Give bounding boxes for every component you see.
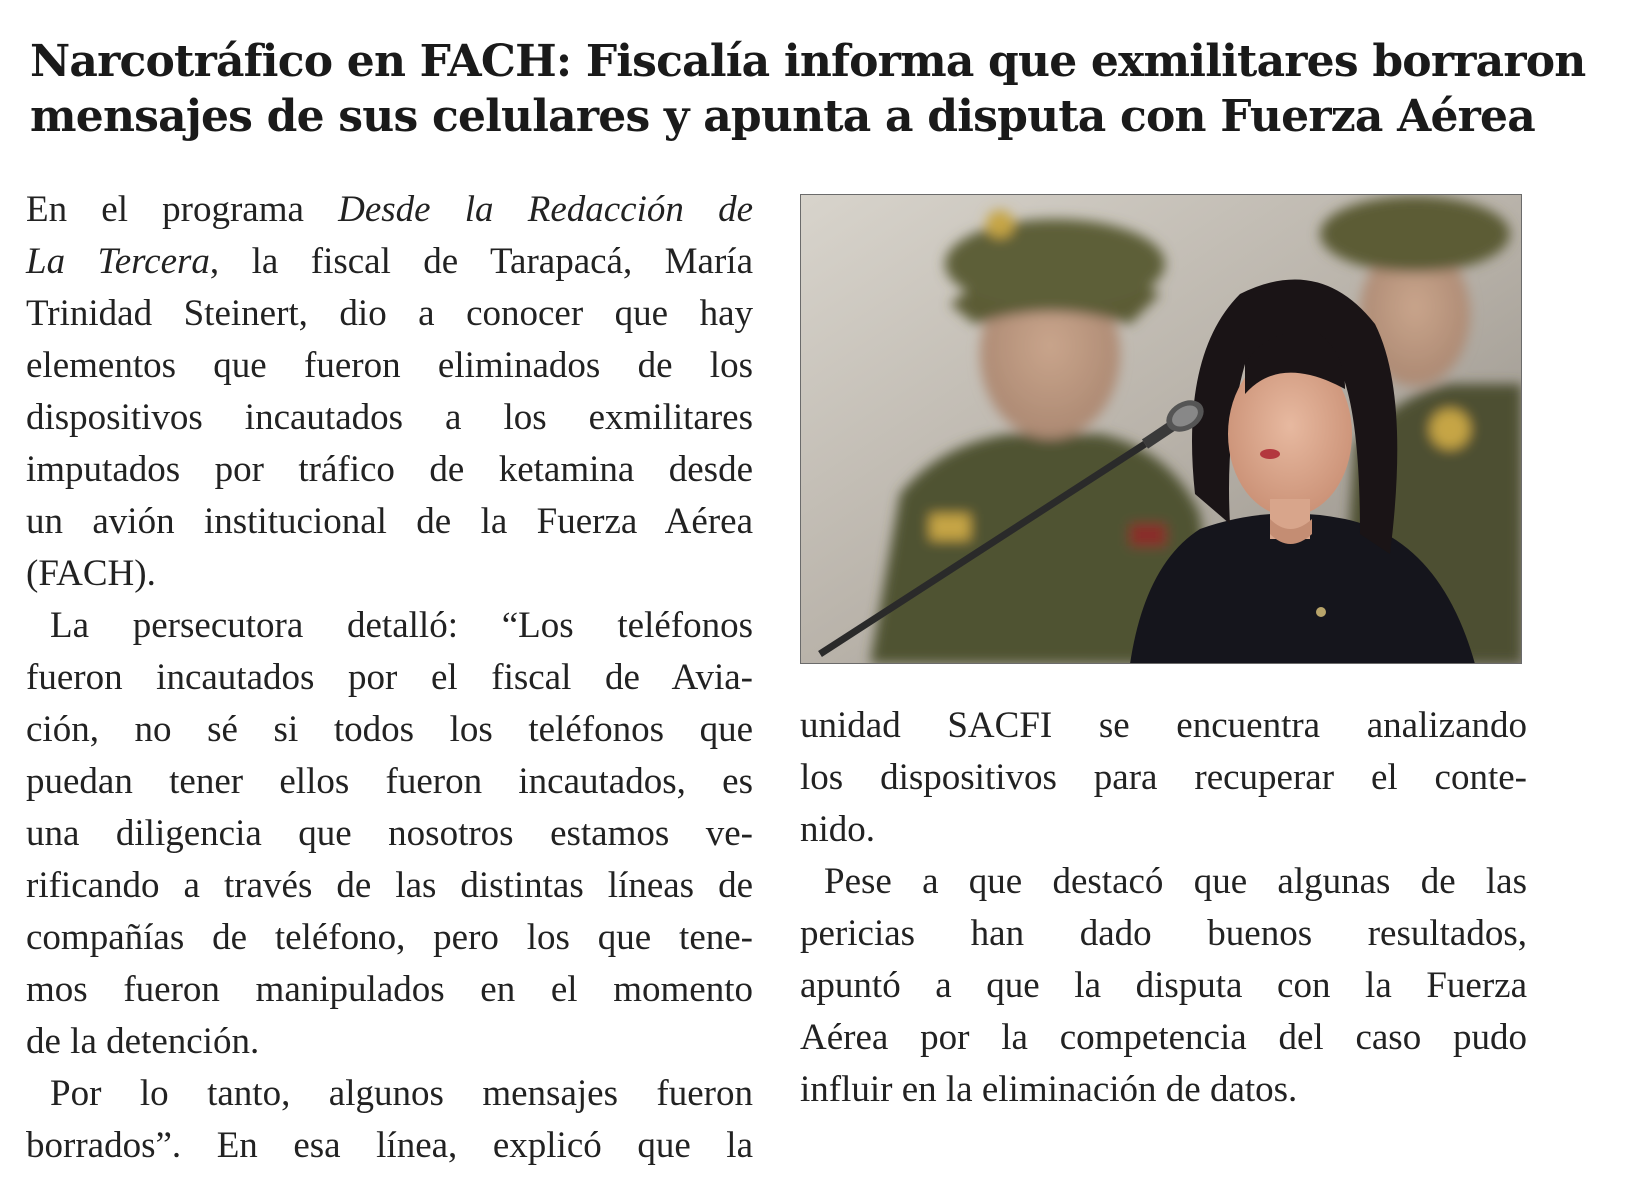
paragraph-text: , la fiscal de Tarapacá, María: [209, 241, 753, 282]
paragraph-line: pericias han dado buenos resultados,: [800, 913, 1527, 954]
paragraph-line: (FACH).: [26, 553, 156, 594]
program-name: La Tercera: [26, 241, 210, 282]
paragraph-line: [26, 184, 753, 236]
paragraph-line: unidad SACFI se encuentra analizando: [800, 705, 1527, 746]
paragraph-line: apuntó a que la disputa con la Fuerza: [800, 965, 1527, 1006]
article-column-right: [800, 700, 1527, 1116]
program-name: Desde la Redacción de: [338, 189, 753, 230]
paragraph-line: Pese a que destacó que algunas de las: [824, 861, 1527, 902]
paragraph-line: puedan tener ellos fueron incautados, es: [26, 761, 753, 802]
paragraph-line: fueron incautados por el fiscal de Avia-: [26, 657, 753, 698]
paragraph-line: una diligencia que nosotros estamos ve-: [26, 813, 753, 854]
paragraph-line: compañías de teléfono, pero los que tene-: [26, 917, 753, 958]
paragraph-line: borrados”. En esa línea, explicó que la: [26, 1125, 753, 1166]
photo-illustration: [800, 194, 1522, 664]
paragraph-line: influir en la eliminación de datos.: [800, 1069, 1298, 1110]
paragraph-line: un avión institucional de la Fuerza Aérea: [26, 501, 753, 542]
paragraph-line: [26, 236, 753, 288]
paragraph-line: dispositivos incautados a los exmilitares: [26, 397, 753, 438]
paragraph-line: imputados por tráfico de ketamina desde: [26, 449, 753, 490]
paragraph-line: Aérea por la competencia del caso pudo: [800, 1017, 1527, 1058]
paragraph-line: Trinidad Steinert, dio a conocer que hay: [26, 293, 753, 334]
article-headline: [30, 34, 1590, 144]
paragraph-text: En el programa: [26, 189, 339, 230]
article-photo: [800, 194, 1522, 664]
headline-line: Narcotráfico en FACH: Fiscalía informa que exmilitares borraron: [30, 36, 1586, 87]
paragraph-line: rificando a través de las distintas líneas de: [26, 865, 753, 906]
paragraph-line: elementos que fueron eliminados de los: [26, 345, 753, 386]
headline-line: mensajes de sus celulares y apunta a disputa con Fuerza Aérea: [30, 91, 1535, 142]
paragraph-line: ción, no sé si todos los teléfonos que: [26, 709, 753, 750]
article-column-left: [26, 184, 753, 1172]
paragraph-line: nido.: [800, 809, 876, 850]
paragraph-line: mos fueron manipulados en el momento: [26, 969, 753, 1010]
paragraph-line: La persecutora detalló: “Los teléfonos: [50, 605, 753, 646]
paragraph-line: los dispositivos para recuperar el conte-: [800, 757, 1527, 798]
paragraph-line: de la detención.: [26, 1021, 260, 1062]
paragraph-line: Por lo tanto, algunos mensajes fueron: [50, 1073, 753, 1114]
